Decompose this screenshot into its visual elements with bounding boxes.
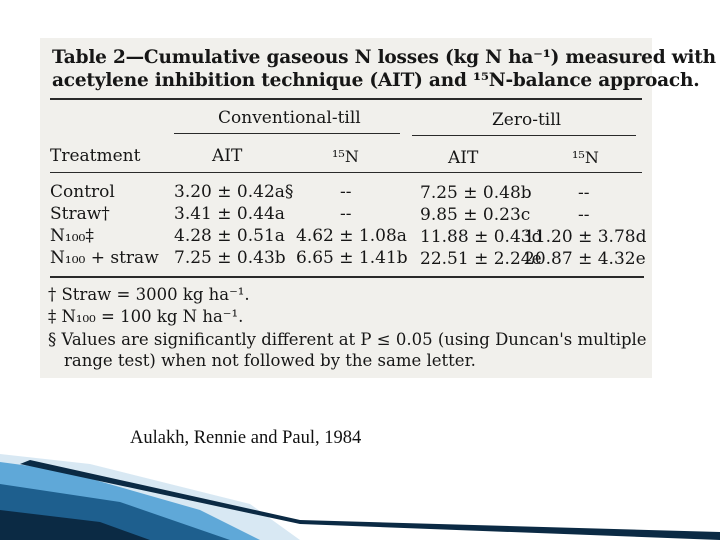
col-header-zero-ait: AIT: [448, 148, 479, 168]
scanned-table-image: [40, 38, 716, 378]
title-rule: [50, 98, 642, 100]
row-1-conv-n15: --: [340, 182, 352, 202]
row-3-conv-ait: 4.28 ± 0.51a: [174, 226, 285, 246]
row-3-zero-n15: 11.20 ± 3.78d: [524, 227, 647, 247]
col-header-conv-n15: ¹⁵N: [332, 147, 359, 166]
header-rule: [50, 172, 642, 173]
group-rule-conventional: [174, 133, 400, 134]
row-2-conv-ait: 3.41 ± 0.44a: [174, 204, 285, 224]
row-1-zero-n15: --: [578, 183, 590, 203]
row-3-conv-n15: 4.62 ± 1.08a: [296, 226, 407, 246]
row-4-zero-n15: 20.87 ± 4.32e: [524, 249, 646, 269]
group-rule-zero: [412, 135, 636, 136]
decorative-swoosh: [0, 440, 720, 540]
row-3-zero-ait: 11.88 ± 0.43d: [420, 227, 543, 247]
row-4-conv-n15: 6.65 ± 1.41b: [296, 248, 408, 268]
row-3-treatment: N₁₀₀‡: [50, 226, 94, 246]
row-2-conv-n15: --: [340, 204, 352, 224]
table-title-line-2: acetylene inhibition technique (AIT) and ¹⁵N-balance approach.: [52, 70, 700, 91]
group-header-conventional-till: Conventional-till: [218, 108, 361, 128]
row-4-treatment: N₁₀₀ + straw: [50, 248, 159, 268]
footnote-significance: § Values are significantly different at P ≤ 0.05 (using Duncan's multiple: [48, 330, 647, 349]
col-header-conv-ait: AIT: [212, 146, 243, 166]
footnote-straw: † Straw = 3000 kg ha⁻¹.: [48, 285, 250, 304]
row-4-conv-ait: 7.25 ± 0.43b: [174, 248, 286, 268]
row-2-treatment: Straw†: [50, 204, 110, 224]
group-header-zero-till: Zero-till: [492, 110, 562, 130]
row-2-zero-n15: --: [578, 205, 590, 225]
citation: Aulakh, Rennie and Paul, 1984: [130, 428, 362, 448]
row-1-treatment: Control: [50, 182, 115, 202]
col-header-zero-n15: ¹⁵N: [572, 148, 599, 167]
row-2-zero-ait: 9.85 ± 0.23c: [420, 205, 531, 225]
row-1-conv-ait: 3.20 ± 0.42a§: [174, 182, 294, 202]
row-1-zero-ait: 7.25 ± 0.48b: [420, 183, 532, 203]
row-4-zero-ait: 22.51 ± 2.24e: [420, 249, 542, 269]
col-header-treatment: Treatment: [50, 146, 141, 166]
footnote-significance-cont: range test) when not followed by the same letter.: [64, 351, 476, 370]
table-title: [52, 46, 716, 92]
footnote-n100: ‡ N₁₀₀ = 100 kg N ha⁻¹.: [48, 307, 244, 326]
table-title-line-1: Table 2—Cumulative gaseous N losses (kg N ha⁻¹) measured with: [52, 47, 716, 68]
bottom-rule: [50, 276, 644, 278]
